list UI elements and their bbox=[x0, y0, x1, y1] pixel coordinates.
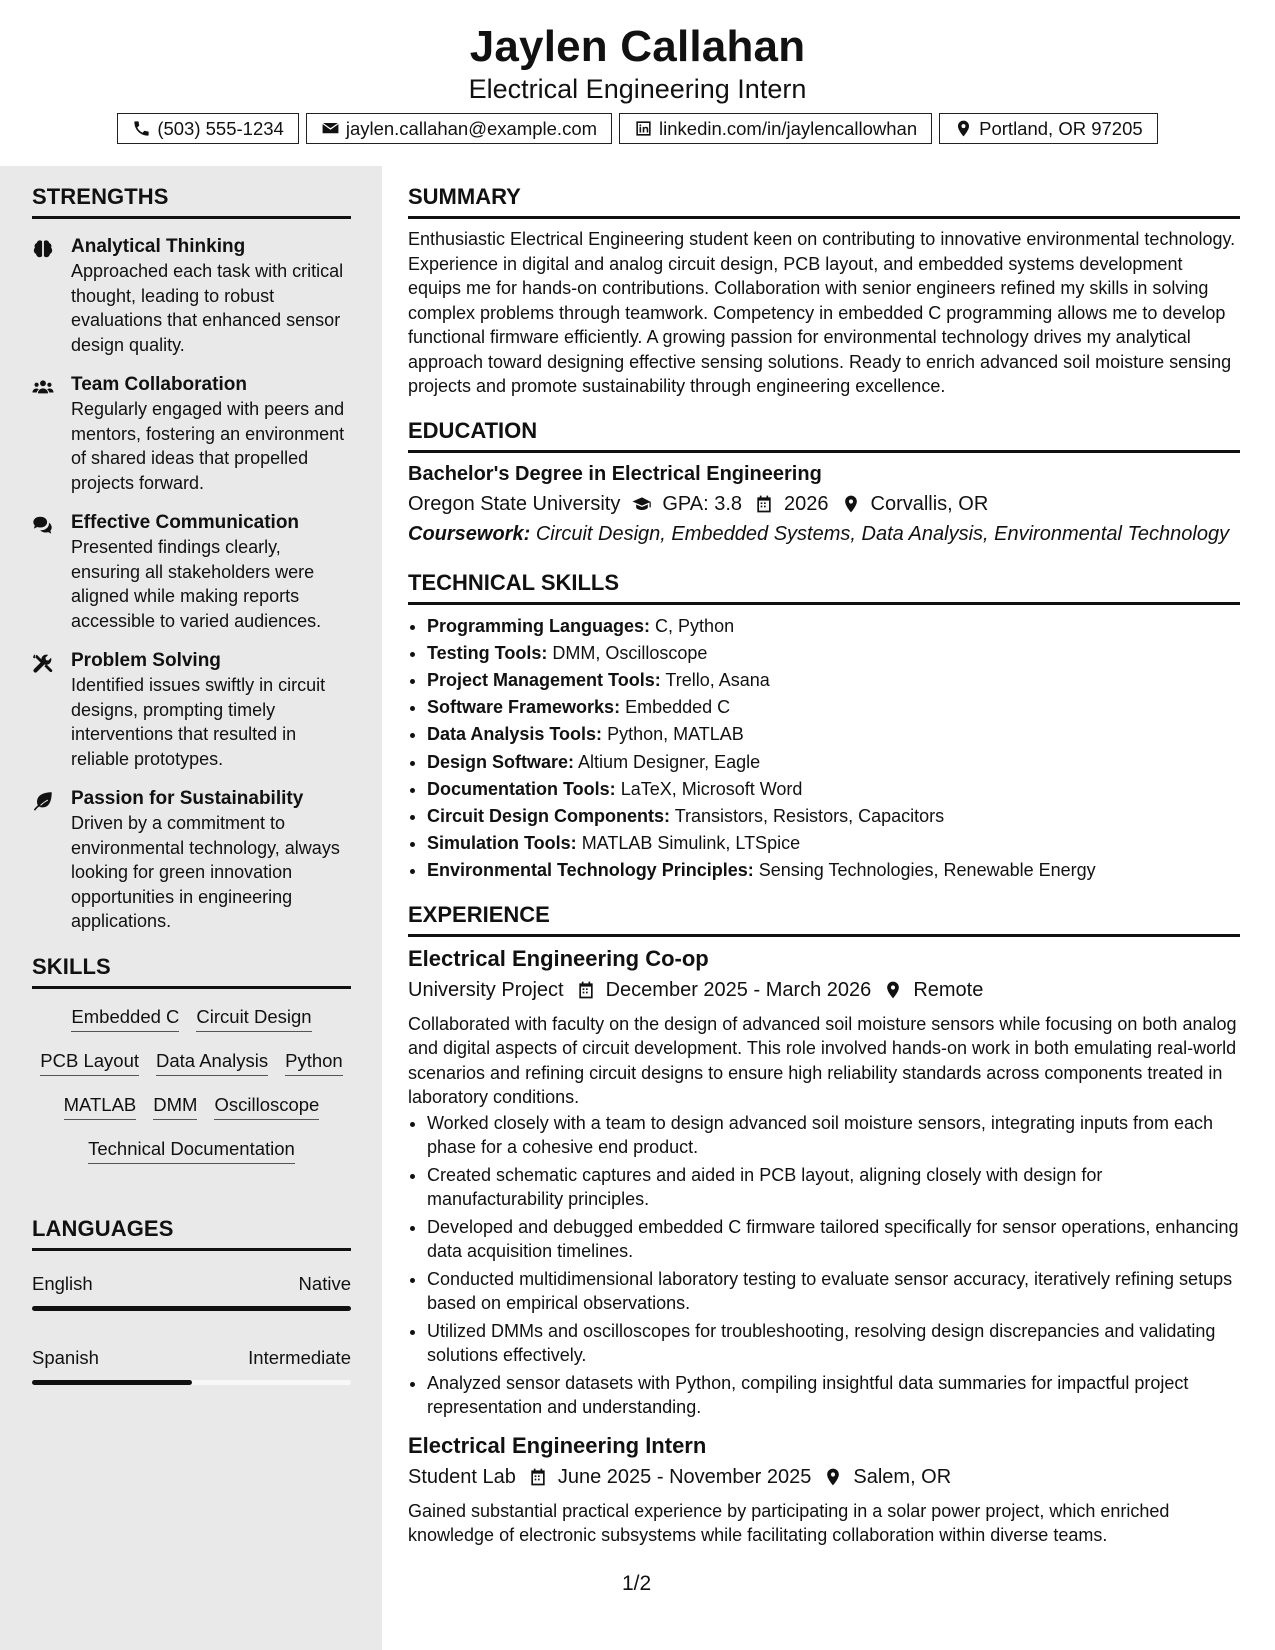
language-level: Intermediate bbox=[248, 1347, 351, 1368]
linkedin-text: linkedin.com/in/jaylencallowhan bbox=[659, 117, 918, 139]
phone-text: (503) 555-1234 bbox=[157, 117, 284, 139]
page-number: 1/2 bbox=[622, 1572, 652, 1595]
list-item: • Analyzed sensor datasets with Python, compiling insightful data summaries for impactful project representation and understanding. bbox=[427, 1371, 1240, 1420]
skill-value: Transistors, Resistors, Capacitors bbox=[674, 805, 945, 826]
strength-desc: Driven by a commitment to environmental technology, always looking for green innovation opportunities in engineering applications. bbox=[71, 813, 340, 931]
gpa-text: GPA: 3.8 bbox=[662, 492, 742, 515]
skill-label: Environmental Technology Principles: bbox=[427, 860, 754, 881]
list-item bbox=[427, 830, 1240, 857]
skill-label: Documentation Tools: bbox=[427, 778, 616, 799]
list-item: • Created schematic captures and aided in PCB layout, aligning closely with design for manufacturability principles. bbox=[427, 1163, 1240, 1212]
technical-skills-title: TECHNICAL SKILLS bbox=[408, 570, 1240, 605]
skill-tags bbox=[32, 989, 351, 1164]
location-text: Portland, OR 97205 bbox=[979, 117, 1143, 139]
strength-item bbox=[32, 787, 351, 934]
language-item bbox=[32, 1347, 351, 1385]
skill-value: LaTeX, Microsoft Word bbox=[620, 778, 803, 799]
envelope-icon bbox=[321, 119, 340, 138]
strength-name: Problem Solving bbox=[71, 650, 221, 671]
brain-icon bbox=[32, 238, 54, 260]
job-location: Remote bbox=[913, 978, 984, 1001]
list-item bbox=[427, 803, 1240, 830]
skill-value: Python, MATLAB bbox=[607, 724, 744, 745]
contact-location[interactable] bbox=[939, 113, 1158, 144]
list-item bbox=[427, 640, 1240, 667]
list-item bbox=[427, 667, 1240, 694]
job-bullets bbox=[408, 1111, 1240, 1420]
job-description: Collaborated with faculty on the design of advanced soil moisture sensors while focusing on both analog and digital aspects of circuit development. This role involved hands-on work in both emulating real-world scenarios and refining circuit designs to ensure high reliability standards across components treated in laboratory conditions. bbox=[408, 1013, 1237, 1108]
skill-value: Trello, Asana bbox=[665, 669, 770, 690]
job-dates: June 2025 - November 2025 bbox=[557, 1465, 812, 1488]
graduation-cap-icon bbox=[620, 494, 662, 514]
language-proficiency-fill bbox=[32, 1380, 192, 1385]
list-item: • Worked closely with a team to design advanced soil moisture sensors, integrating inputs from each phase for a cohesive end product. bbox=[427, 1111, 1240, 1160]
summary-text: Enthusiastic Electrical Engineering student keen on contributing to innovative environmental technology. Experience in digital and analog circuit design, PCB layout, and embedded systems development equips me for hands-on contributions. Collaboration with senior engineers refined my skills in solving complex problems through teamwork. Competency in embedded C programming allows me to develop functional firmware efficiently. A growing passion for environmental technology drives my analytical approach toward designing effective sensing solutions. Ready to enrich advanced soil moisture sensing projects and promote sustainability through engineering excellence. bbox=[408, 229, 1236, 396]
language-item bbox=[32, 1273, 351, 1311]
language-level: Native bbox=[298, 1273, 351, 1294]
skill-tag: PCB Layout bbox=[40, 1049, 139, 1076]
comments-icon bbox=[32, 514, 54, 536]
coursework-list: Circuit Design, Embedded Systems, Data Analysis, Environmental Technology bbox=[535, 522, 1230, 545]
list-item: • Utilized DMMs and oscilloscopes for troubleshooting, resolving design discrepancies and validating solutions effectively. bbox=[427, 1319, 1240, 1368]
map-pin-icon bbox=[954, 119, 973, 138]
skill-label: Design Software: bbox=[427, 751, 575, 772]
technical-skills-list bbox=[408, 613, 1240, 885]
list-item: • Developed and debugged embedded C firmware tailored specifically for sensor operations, enhancing data acquisition timelines. bbox=[427, 1215, 1240, 1264]
job-organization: Student Lab bbox=[408, 1465, 516, 1488]
technical-skills-section bbox=[408, 570, 1240, 885]
skill-value: Sensing Technologies, Renewable Energy bbox=[758, 860, 1096, 881]
linkedin-icon bbox=[634, 119, 653, 138]
job-entry bbox=[408, 1433, 1240, 1548]
job-meta bbox=[408, 979, 1240, 1002]
list-item bbox=[427, 776, 1240, 803]
summary-title: SUMMARY bbox=[408, 184, 1240, 219]
strength-name: Effective Communication bbox=[71, 512, 300, 533]
skills-title: SKILLS bbox=[32, 954, 351, 989]
strengths-section bbox=[32, 184, 351, 934]
job-location: Salem, OR bbox=[853, 1465, 952, 1488]
skill-label: Data Analysis Tools: bbox=[427, 724, 603, 745]
skills-section bbox=[32, 954, 351, 1164]
job-title: Electrical Engineering Co-op bbox=[408, 945, 709, 971]
job-dates: December 2025 - March 2026 bbox=[605, 978, 872, 1001]
skill-tag: MATLAB bbox=[64, 1093, 137, 1120]
map-pin-icon bbox=[871, 980, 913, 1000]
candidate-name: Jaylen Callahan bbox=[469, 22, 806, 71]
list-item: • Conducted multidimensional laboratory testing to evaluate sensor accuracy, iteratively refining setups based on empirical observations. bbox=[427, 1267, 1240, 1316]
strength-name: Team Collaboration bbox=[71, 374, 247, 395]
contact-phone[interactable] bbox=[117, 113, 299, 144]
job-entry bbox=[408, 946, 1240, 1420]
skill-tag: Circuit Design bbox=[196, 1005, 311, 1032]
skill-value: Embedded C bbox=[625, 697, 731, 718]
education-location: Corvallis, OR bbox=[870, 492, 989, 515]
calendar-icon bbox=[516, 1467, 558, 1487]
education-section bbox=[408, 418, 1240, 546]
job-description: Gained substantial practical experience by participating in a solar power project, which enriched knowledge of electronic subsystems while facilitating collaboration within diverse teams. bbox=[408, 1500, 1170, 1546]
calendar-icon bbox=[564, 980, 606, 1000]
sidebar bbox=[0, 166, 382, 1650]
skill-value: DMM, Oscilloscope bbox=[552, 642, 708, 663]
phone-icon bbox=[132, 119, 151, 138]
calendar-icon bbox=[742, 494, 784, 514]
languages-title: LANGUAGES bbox=[32, 1216, 351, 1251]
coursework-label: Coursework: bbox=[408, 522, 531, 545]
map-pin-icon bbox=[829, 494, 871, 514]
strength-item bbox=[32, 649, 351, 771]
language-name: Spanish bbox=[32, 1347, 99, 1368]
main-content bbox=[408, 166, 1240, 1548]
contact-email[interactable] bbox=[306, 113, 612, 144]
skill-tag: Oscilloscope bbox=[214, 1093, 319, 1120]
leaf-icon bbox=[32, 790, 54, 812]
strength-desc: Presented findings clearly, ensuring all stakeholders were aligned while making reports accessible to varied audiences. bbox=[71, 537, 322, 631]
strength-item bbox=[32, 235, 351, 357]
coursework bbox=[408, 523, 1240, 546]
job-title: Electrical Engineering Intern bbox=[408, 1432, 707, 1458]
skill-label: Simulation Tools: bbox=[427, 833, 577, 854]
strength-item bbox=[32, 511, 351, 633]
language-proficiency-fill bbox=[32, 1306, 351, 1311]
resume-header bbox=[0, 0, 1275, 166]
graduation-year: 2026 bbox=[784, 492, 829, 515]
email-text: jaylen.callahan@example.com bbox=[345, 117, 598, 139]
job-organization: University Project bbox=[408, 978, 564, 1001]
skill-tag: DMM bbox=[153, 1093, 197, 1120]
strengths-title: STRENGTHS bbox=[32, 184, 351, 219]
skill-value: MATLAB Simulink, LTSpice bbox=[581, 833, 801, 854]
skill-label: Programming Languages: bbox=[427, 615, 651, 636]
map-pin-icon bbox=[811, 1467, 853, 1487]
language-proficiency-bar bbox=[32, 1306, 351, 1311]
users-icon bbox=[32, 376, 54, 398]
skill-value: Altium Designer, Eagle bbox=[578, 751, 761, 772]
summary-section bbox=[408, 184, 1240, 399]
strength-desc: Identified issues swiftly in circuit designs, prompting timely interventions that resulted in reliable prototypes. bbox=[71, 675, 326, 769]
education-title: EDUCATION bbox=[408, 418, 1240, 453]
strength-desc: Regularly engaged with peers and mentors, fostering an environment of shared ideas that propelled projects forward. bbox=[71, 399, 345, 493]
strength-desc: Approached each task with critical thought, leading to robust evaluations that enhanced sensor design quality. bbox=[71, 261, 344, 355]
school-name: Oregon State University bbox=[408, 492, 621, 515]
candidate-title: Electrical Engineering Intern bbox=[468, 74, 807, 104]
skill-tag: Python bbox=[285, 1049, 343, 1076]
contact-linkedin[interactable] bbox=[619, 113, 932, 144]
contact-bar bbox=[0, 113, 1275, 144]
experience-section bbox=[408, 902, 1240, 1548]
tools-icon bbox=[32, 652, 54, 674]
strength-item bbox=[32, 373, 351, 495]
list-item bbox=[427, 749, 1240, 776]
skill-tag: Data Analysis bbox=[156, 1049, 268, 1076]
languages-section bbox=[32, 1216, 351, 1385]
language-proficiency-bar bbox=[32, 1380, 351, 1385]
strength-name: Analytical Thinking bbox=[71, 236, 246, 257]
list-item bbox=[427, 613, 1240, 640]
experience-title: EXPERIENCE bbox=[408, 902, 1240, 937]
skill-label: Software Frameworks: bbox=[427, 697, 621, 718]
skill-label: Project Management Tools: bbox=[427, 669, 661, 690]
skill-tag: Embedded C bbox=[71, 1005, 179, 1032]
skill-value: C, Python bbox=[655, 615, 735, 636]
skill-label: Circuit Design Components: bbox=[427, 805, 671, 826]
education-meta bbox=[408, 493, 1240, 516]
degree-name: Bachelor's Degree in Electrical Engineering bbox=[408, 462, 822, 485]
job-meta bbox=[408, 1466, 1240, 1489]
language-name: English bbox=[32, 1273, 93, 1294]
skill-tag: Technical Documentation bbox=[88, 1137, 295, 1164]
list-item bbox=[427, 721, 1240, 748]
skill-label: Testing Tools: bbox=[427, 642, 548, 663]
list-item bbox=[427, 857, 1240, 884]
strength-name: Passion for Sustainability bbox=[71, 788, 304, 809]
list-item bbox=[427, 694, 1240, 721]
